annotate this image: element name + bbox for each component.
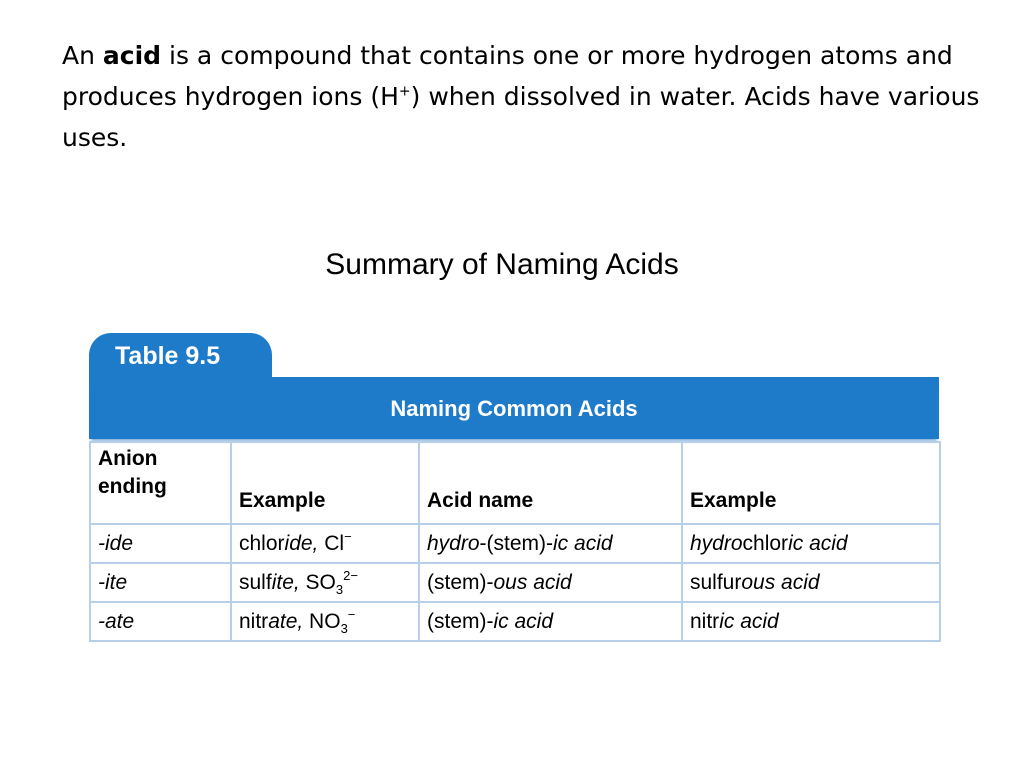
acid-example-suffix: ic acid — [788, 531, 848, 555]
header-example: Example — [231, 442, 419, 524]
formula-subscript: 3 — [335, 582, 344, 597]
cell-example — [231, 563, 419, 602]
acid-stem: -(stem)- — [479, 531, 554, 555]
anion-ending-text: -ide — [98, 531, 134, 555]
intro-text-2: is a compound that contains one or more hydrogen atoms and produces hydrogen ions (H — [62, 41, 953, 111]
example-ending: ate, — [268, 610, 304, 633]
cell-acid-name — [419, 524, 682, 563]
cell-acid-example — [682, 563, 940, 602]
header-anion-ending-label: Anion ending — [98, 447, 167, 498]
cell-example — [231, 602, 419, 641]
cell-acid-name — [419, 563, 682, 602]
anion-ending-text: -ate — [98, 609, 135, 633]
acid-example-suffix: ous acid — [741, 570, 820, 594]
table-row — [90, 602, 940, 641]
cell-acid-name — [419, 602, 682, 641]
cell-acid-example — [682, 524, 940, 563]
header-acid-name: Acid name — [419, 442, 682, 524]
intro-paragraph — [62, 35, 982, 158]
intro-bold-term: acid — [102, 41, 162, 70]
acid-example-prefix: hydro — [690, 531, 743, 555]
acid-example-suffix: ic acid — [719, 609, 779, 633]
formula-subscript: 3 — [340, 621, 348, 636]
example-stem: nitr — [239, 610, 269, 633]
header-anion-ending — [90, 442, 231, 524]
formula-charge: 2− — [343, 568, 358, 583]
example-formula: Cl — [318, 532, 345, 555]
example-ending: ide, — [284, 532, 319, 555]
header-row — [90, 442, 940, 524]
header-example-2: Example — [682, 442, 940, 524]
intro-text-1: An — [62, 41, 103, 70]
cell-anion-ending — [90, 563, 231, 602]
formula-charge: − — [347, 607, 356, 622]
table-row — [90, 524, 940, 563]
table-row — [90, 563, 940, 602]
cell-example — [231, 524, 419, 563]
acid-example-stem: chlor — [742, 531, 789, 555]
example-formula: SO — [299, 571, 336, 594]
acid-naming-table — [89, 333, 939, 636]
slide-subtitle: Summary of Naming Acids — [325, 248, 679, 281]
table-tab-label: Table 9.5 — [89, 333, 272, 379]
example-stem: sulf — [239, 571, 272, 594]
acid-stem: (stem)- — [427, 609, 494, 633]
intro-superscript: + — [398, 83, 411, 100]
acid-stem: (stem)- — [427, 570, 494, 594]
example-ending: ite, — [271, 571, 300, 594]
table-body — [90, 524, 940, 641]
cell-acid-example — [682, 602, 940, 641]
example-formula: NO — [303, 610, 341, 633]
cell-anion-ending — [90, 524, 231, 563]
acid-prefix: hydro — [427, 531, 480, 555]
acid-suffix: ic acid — [493, 609, 554, 633]
cell-anion-ending — [90, 602, 231, 641]
acid-suffix: ous acid — [493, 570, 572, 594]
anion-ending-text: -ite — [98, 570, 128, 594]
naming-grid — [89, 441, 941, 642]
acid-suffix: ic acid — [553, 531, 613, 555]
table-title: Naming Common Acids — [89, 379, 939, 439]
acid-example-stem: nitr — [690, 609, 720, 633]
formula-charge: − — [344, 529, 352, 544]
example-stem: chlor — [239, 532, 285, 555]
intro-text-3: ) when dissolved in water. Acids have various uses. — [62, 82, 980, 152]
acid-example-stem: sulfur — [690, 570, 742, 594]
